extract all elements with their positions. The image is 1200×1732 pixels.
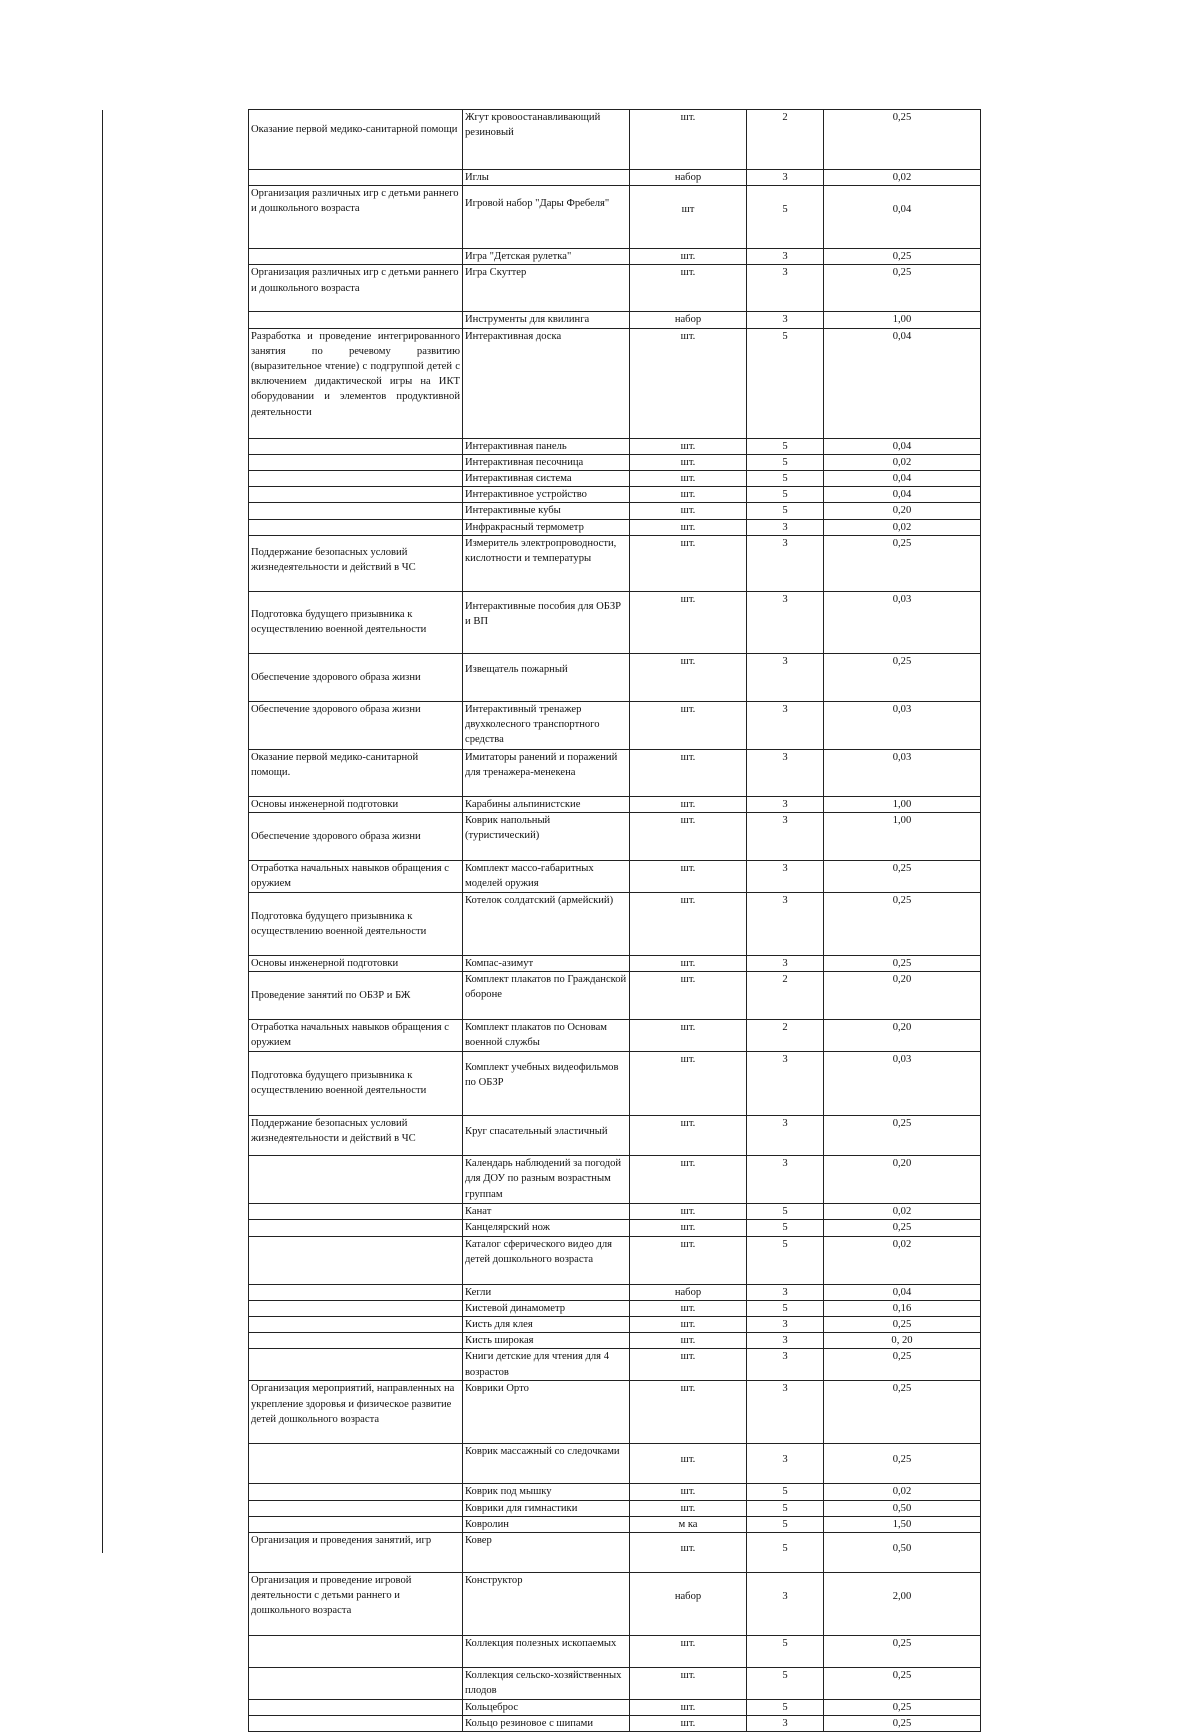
unit-cell: шт.	[630, 956, 747, 972]
quantity-cell: 5	[747, 1636, 824, 1668]
table-row	[249, 1700, 981, 1716]
table-row	[249, 861, 981, 893]
unit-cell: шт.	[630, 1204, 747, 1220]
unit-cell: шт.	[630, 1484, 747, 1500]
activity-cell: Отработка начальных навыков обращения с оружием	[249, 861, 463, 893]
coefficient-cell: 2,00	[824, 1573, 981, 1636]
coefficient-cell: 1,00	[824, 312, 981, 328]
activity-cell	[249, 1204, 463, 1220]
activity-cell	[249, 1636, 463, 1668]
quantity-cell: 3	[747, 701, 824, 749]
activity-cell	[249, 1700, 463, 1716]
equipment-name-cell: Коврик напольный (туристический)	[463, 813, 630, 861]
equipment-name-cell: Кисть для клея	[463, 1317, 630, 1333]
quantity-cell: 3	[747, 535, 824, 591]
quantity-cell: 5	[747, 1668, 824, 1700]
equipment-name-cell: Интерактивная система	[463, 471, 630, 487]
equipment-name-cell: Кисть широкая	[463, 1333, 630, 1349]
equipment-name-cell: Интерактивные кубы	[463, 503, 630, 519]
unit-cell: шт.	[630, 1700, 747, 1716]
coefficient-cell: 0,03	[824, 701, 981, 749]
activity-cell	[249, 1333, 463, 1349]
table-row	[249, 956, 981, 972]
equipment-name-cell: Канат	[463, 1204, 630, 1220]
table-row	[249, 1381, 981, 1444]
activity-cell: Основы инженерной подготовки	[249, 796, 463, 812]
table-row	[249, 1668, 981, 1700]
table-row	[249, 893, 981, 956]
unit-cell: шт.	[630, 454, 747, 470]
unit-cell: шт.	[630, 1333, 747, 1349]
coefficient-cell: 0,25	[824, 1636, 981, 1668]
table-row	[249, 487, 981, 503]
coefficient-cell: 0,02	[824, 519, 981, 535]
activity-cell	[249, 1236, 463, 1284]
quantity-cell: 3	[747, 591, 824, 653]
coefficient-cell: 0,25	[824, 1349, 981, 1381]
quantity-cell: 3	[747, 312, 824, 328]
unit-cell: шт.	[630, 861, 747, 893]
quantity-cell: 5	[747, 1236, 824, 1284]
equipment-name-cell: Кистевой динамометр	[463, 1300, 630, 1316]
table-row	[249, 1300, 981, 1316]
activity-cell	[249, 312, 463, 328]
quantity-cell: 3	[747, 749, 824, 796]
quantity-cell: 3	[747, 1716, 824, 1732]
equipment-name-cell: Иглы	[463, 170, 630, 186]
equipment-name-cell: Интерактивные пособия для ОБЗР и ВП	[463, 591, 630, 653]
coefficient-cell: 0,25	[824, 110, 981, 170]
activity-cell	[249, 454, 463, 470]
coefficient-cell: 0,25	[824, 1317, 981, 1333]
coefficient-cell: 0,20	[824, 503, 981, 519]
coefficient-cell: 0,25	[824, 1220, 981, 1236]
table-row	[249, 328, 981, 438]
table-row	[249, 1156, 981, 1204]
quantity-cell: 5	[747, 454, 824, 470]
coefficient-cell: 0,25	[824, 1381, 981, 1444]
unit-cell: набор	[630, 170, 747, 186]
quantity-cell: 5	[747, 186, 824, 249]
unit-cell: шт.	[630, 1636, 747, 1668]
activity-cell: Организация мероприятий, направленных на укрепление здоровья и физическое развитие детей дошкольного возраста	[249, 1381, 463, 1444]
quantity-cell: 5	[747, 1204, 824, 1220]
equipment-name-cell: Интерактивное устройство	[463, 487, 630, 503]
quantity-cell: 5	[747, 438, 824, 454]
table-row	[249, 454, 981, 470]
equipment-name-cell: Интерактивный тренажер двухколесного транспортного средства	[463, 701, 630, 749]
table-row	[249, 265, 981, 312]
activity-cell	[249, 1284, 463, 1300]
equipment-name-cell: Канцелярский нож	[463, 1220, 630, 1236]
quantity-cell: 3	[747, 1444, 824, 1484]
unit-cell: шт.	[630, 893, 747, 956]
activity-cell: Основы инженерной подготовки	[249, 956, 463, 972]
activity-cell: Поддержание безопасных условий жизнедеятельности и действий в ЧС	[249, 1116, 463, 1156]
activity-cell	[249, 1156, 463, 1204]
unit-cell: шт.	[630, 438, 747, 454]
activity-cell	[249, 1500, 463, 1516]
table-row	[249, 1636, 981, 1668]
equipment-name-cell: Игра Скуттер	[463, 265, 630, 312]
activity-cell: Поддержание безопасных условий жизнедеятельности и действий в ЧС	[249, 535, 463, 591]
activity-cell: Организация различных игр с детьми раннего и дошкольного возраста	[249, 186, 463, 249]
unit-cell: шт.	[630, 249, 747, 265]
equipment-name-cell: Каталог сферического видео для детей дошкольного возраста	[463, 1236, 630, 1284]
equipment-name-cell: Жгут кровоостанавливающий резиновый	[463, 110, 630, 170]
activity-cell: Проведение занятий по ОБЗР и БЖ	[249, 972, 463, 1020]
coefficient-cell: 0,16	[824, 1300, 981, 1316]
unit-cell: шт.	[630, 1533, 747, 1573]
unit-cell: шт.	[630, 1236, 747, 1284]
quantity-cell: 3	[747, 956, 824, 972]
quantity-cell: 3	[747, 1573, 824, 1636]
table-row	[249, 1020, 981, 1052]
quantity-cell: 3	[747, 653, 824, 701]
activity-cell	[249, 519, 463, 535]
table-row	[249, 1573, 981, 1636]
table-row	[249, 1317, 981, 1333]
equipment-name-cell: Имитаторы ранений и поражений для тренажера-менекена	[463, 749, 630, 796]
quantity-cell: 5	[747, 1300, 824, 1316]
unit-cell: шт.	[630, 1020, 747, 1052]
table-row	[249, 438, 981, 454]
table-row	[249, 749, 981, 796]
quantity-cell: 5	[747, 1500, 824, 1516]
coefficient-cell: 0,25	[824, 653, 981, 701]
unit-cell: шт.	[630, 1116, 747, 1156]
equipment-name-cell: Ковер	[463, 1533, 630, 1573]
unit-cell: шт.	[630, 972, 747, 1020]
equipment-name-cell: Компас-азимут	[463, 956, 630, 972]
unit-cell: шт.	[630, 653, 747, 701]
equipment-name-cell: Измеритель электропроводности, кислотности и температуры	[463, 535, 630, 591]
coefficient-cell: 0,25	[824, 249, 981, 265]
unit-cell: шт.	[630, 701, 747, 749]
unit-cell: шт.	[630, 1381, 747, 1444]
coefficient-cell: 0,04	[824, 1284, 981, 1300]
activity-cell	[249, 170, 463, 186]
activity-cell: Оказание первой медико-санитарной помощи.	[249, 749, 463, 796]
coefficient-cell: 0,02	[824, 1236, 981, 1284]
inventory-table	[248, 109, 981, 1732]
quantity-cell: 3	[747, 796, 824, 812]
equipment-name-cell: Интерактивная панель	[463, 438, 630, 454]
quantity-cell: 5	[747, 1516, 824, 1532]
equipment-name-cell: Интерактивная песочница	[463, 454, 630, 470]
table-row	[249, 1716, 981, 1732]
activity-cell: Разработка и проведение интегрированного занятия по речевому развитию (выразительное чтение) с подгруппой детей с включением дидактической игры на ИКТ оборудовании и элементов продуктивной деятельности	[249, 328, 463, 438]
coefficient-cell: 0,25	[824, 1116, 981, 1156]
quantity-cell: 5	[747, 1533, 824, 1573]
coefficient-cell: 0,25	[824, 893, 981, 956]
equipment-name-cell: Коврики Орто	[463, 1381, 630, 1444]
unit-cell: шт.	[630, 1349, 747, 1381]
table-row	[249, 1284, 981, 1300]
quantity-cell: 5	[747, 503, 824, 519]
coefficient-cell: 0,25	[824, 1668, 981, 1700]
quantity-cell: 3	[747, 1116, 824, 1156]
activity-cell	[249, 1484, 463, 1500]
unit-cell: шт.	[630, 535, 747, 591]
left-margin-rule	[102, 110, 103, 1553]
equipment-name-cell: Коврики для гимнастики	[463, 1500, 630, 1516]
coefficient-cell: 0,25	[824, 1444, 981, 1484]
equipment-name-cell: Кольцеброс	[463, 1700, 630, 1716]
coefficient-cell: 0,20	[824, 1020, 981, 1052]
quantity-cell: 3	[747, 1284, 824, 1300]
quantity-cell: 3	[747, 265, 824, 312]
table-row	[249, 1220, 981, 1236]
table-row	[249, 1236, 981, 1284]
table-row	[249, 503, 981, 519]
equipment-name-cell: Комплект учебных видеофильмов по ОБЗР	[463, 1052, 630, 1116]
coefficient-cell: 0,03	[824, 591, 981, 653]
activity-cell: Подготовка будущего призывника к осуществлению военной деятельности	[249, 893, 463, 956]
table-row	[249, 1516, 981, 1532]
unit-cell: шт.	[630, 1156, 747, 1204]
quantity-cell: 3	[747, 861, 824, 893]
table-row	[249, 1333, 981, 1349]
table-row	[249, 1052, 981, 1116]
quantity-cell: 3	[747, 1349, 824, 1381]
table-row	[249, 312, 981, 328]
table-row	[249, 471, 981, 487]
table-row	[249, 110, 981, 170]
unit-cell: шт	[630, 186, 747, 249]
coefficient-cell: 0,25	[824, 535, 981, 591]
equipment-name-cell: Карабины альпинистские	[463, 796, 630, 812]
equipment-name-cell: Коллекция полезных ископаемых	[463, 1636, 630, 1668]
activity-cell	[249, 503, 463, 519]
unit-cell: шт.	[630, 591, 747, 653]
quantity-cell: 3	[747, 893, 824, 956]
coefficient-cell: 0,04	[824, 487, 981, 503]
equipment-name-cell: Комплект плакатов по Гражданской обороне	[463, 972, 630, 1020]
activity-cell	[249, 438, 463, 454]
quantity-cell: 3	[747, 170, 824, 186]
unit-cell: м ка	[630, 1516, 747, 1532]
unit-cell: шт.	[630, 110, 747, 170]
quantity-cell: 2	[747, 110, 824, 170]
activity-cell	[249, 249, 463, 265]
table-row	[249, 701, 981, 749]
coefficient-cell: 0,03	[824, 1052, 981, 1116]
table-row	[249, 591, 981, 653]
unit-cell: шт.	[630, 265, 747, 312]
coefficient-cell: 1,00	[824, 796, 981, 812]
unit-cell: шт.	[630, 813, 747, 861]
coefficient-cell: 0,02	[824, 170, 981, 186]
quantity-cell: 3	[747, 1381, 824, 1444]
equipment-name-cell: Коврик массажный со следочками	[463, 1444, 630, 1484]
table-row	[249, 1204, 981, 1220]
coefficient-cell: 0,50	[824, 1500, 981, 1516]
table-row	[249, 1533, 981, 1573]
quantity-cell: 5	[747, 1220, 824, 1236]
coefficient-cell: 0,20	[824, 972, 981, 1020]
activity-cell: Отработка начальных навыков обращения с оружием	[249, 1020, 463, 1052]
coefficient-cell: 0,04	[824, 328, 981, 438]
activity-cell: Организация различных игр с детьми раннего и дошкольного возраста	[249, 265, 463, 312]
unit-cell: шт.	[630, 471, 747, 487]
equipment-name-cell: Котелок солдатский (армейский)	[463, 893, 630, 956]
unit-cell: шт.	[630, 503, 747, 519]
activity-cell	[249, 471, 463, 487]
quantity-cell: 5	[747, 328, 824, 438]
equipment-name-cell: Интерактивная доска	[463, 328, 630, 438]
equipment-name-cell: Извещатель пожарный	[463, 653, 630, 701]
unit-cell: шт.	[630, 1668, 747, 1700]
quantity-cell: 2	[747, 972, 824, 1020]
equipment-name-cell: Комплект массо-габаритных моделей оружия	[463, 861, 630, 893]
coefficient-cell: 0,03	[824, 749, 981, 796]
unit-cell: шт.	[630, 796, 747, 812]
coefficient-cell: 0,25	[824, 956, 981, 972]
unit-cell: шт.	[630, 328, 747, 438]
unit-cell: шт.	[630, 1317, 747, 1333]
unit-cell: шт.	[630, 1300, 747, 1316]
equipment-name-cell: Инструменты для квилинга	[463, 312, 630, 328]
activity-cell	[249, 1716, 463, 1732]
activity-cell: Обеспечение здорового образа жизни	[249, 701, 463, 749]
quantity-cell: 5	[747, 471, 824, 487]
activity-cell	[249, 487, 463, 503]
table-row	[249, 1349, 981, 1381]
table-row	[249, 535, 981, 591]
inventory-table-body	[249, 110, 981, 1732]
equipment-name-cell: Игра "Детская рулетка"	[463, 249, 630, 265]
coefficient-cell: 0,04	[824, 438, 981, 454]
quantity-cell: 3	[747, 1317, 824, 1333]
equipment-name-cell: Календарь наблюдений за погодой для ДОУ по разным возрастным группам	[463, 1156, 630, 1204]
unit-cell: шт.	[630, 749, 747, 796]
equipment-name-cell: Коллекция сельско-хозяйственных плодов	[463, 1668, 630, 1700]
coefficient-cell: 0,02	[824, 454, 981, 470]
table-row	[249, 813, 981, 861]
equipment-name-cell: Коврик под мышку	[463, 1484, 630, 1500]
coefficient-cell: 0, 20	[824, 1333, 981, 1349]
unit-cell: шт.	[630, 1052, 747, 1116]
activity-cell	[249, 1317, 463, 1333]
quantity-cell: 3	[747, 813, 824, 861]
coefficient-cell: 0,02	[824, 1484, 981, 1500]
table-row	[249, 1444, 981, 1484]
table-row	[249, 186, 981, 249]
equipment-name-cell: Кольцо резиновое с шипами	[463, 1716, 630, 1732]
activity-cell	[249, 1444, 463, 1484]
equipment-name-cell: Конструктор	[463, 1573, 630, 1636]
unit-cell: шт.	[630, 1444, 747, 1484]
coefficient-cell: 0,25	[824, 1700, 981, 1716]
coefficient-cell: 0,25	[824, 861, 981, 893]
activity-cell: Подготовка будущего призывника к осуществлению военной деятельности	[249, 591, 463, 653]
equipment-name-cell: Инфракрасный термометр	[463, 519, 630, 535]
unit-cell: набор	[630, 312, 747, 328]
coefficient-cell: 1,00	[824, 813, 981, 861]
coefficient-cell: 0,02	[824, 1204, 981, 1220]
unit-cell: шт.	[630, 519, 747, 535]
unit-cell: набор	[630, 1284, 747, 1300]
table-row	[249, 972, 981, 1020]
table-row	[249, 249, 981, 265]
quantity-cell: 3	[747, 249, 824, 265]
coefficient-cell: 0,04	[824, 186, 981, 249]
activity-cell: Обеспечение здорового образа жизни	[249, 653, 463, 701]
coefficient-cell: 0,25	[824, 1716, 981, 1732]
quantity-cell: 3	[747, 1052, 824, 1116]
coefficient-cell: 1,50	[824, 1516, 981, 1532]
activity-cell: Оказание первой медико-санитарной помощи	[249, 110, 463, 170]
activity-cell	[249, 1220, 463, 1236]
quantity-cell: 3	[747, 519, 824, 535]
unit-cell: шт.	[630, 487, 747, 503]
quantity-cell: 5	[747, 1484, 824, 1500]
activity-cell: Подготовка будущего призывника к осуществлению военной деятельности	[249, 1052, 463, 1116]
coefficient-cell: 0,25	[824, 265, 981, 312]
activity-cell: Обеспечение здорового образа жизни	[249, 813, 463, 861]
table-row	[249, 796, 981, 812]
activity-cell	[249, 1668, 463, 1700]
table-row	[249, 653, 981, 701]
coefficient-cell: 0,04	[824, 471, 981, 487]
table-row	[249, 1500, 981, 1516]
quantity-cell: 3	[747, 1333, 824, 1349]
activity-cell: Организация и проведения занятий, игр	[249, 1533, 463, 1573]
equipment-name-cell: Игровой набор "Дары Фребеля"	[463, 186, 630, 249]
quantity-cell: 5	[747, 1700, 824, 1716]
table-row	[249, 1484, 981, 1500]
equipment-name-cell: Комплект плакатов по Основам военной службы	[463, 1020, 630, 1052]
table-row	[249, 1116, 981, 1156]
table-row	[249, 519, 981, 535]
unit-cell: шт.	[630, 1500, 747, 1516]
equipment-name-cell: Ковролин	[463, 1516, 630, 1532]
coefficient-cell: 0,50	[824, 1533, 981, 1573]
unit-cell: набор	[630, 1573, 747, 1636]
activity-cell	[249, 1349, 463, 1381]
equipment-name-cell: Кегли	[463, 1284, 630, 1300]
activity-cell	[249, 1516, 463, 1532]
table-row	[249, 170, 981, 186]
quantity-cell: 3	[747, 1156, 824, 1204]
quantity-cell: 2	[747, 1020, 824, 1052]
quantity-cell: 5	[747, 487, 824, 503]
coefficient-cell: 0,20	[824, 1156, 981, 1204]
unit-cell: шт.	[630, 1716, 747, 1732]
equipment-name-cell: Круг спасательный эластичный	[463, 1116, 630, 1156]
activity-cell	[249, 1300, 463, 1316]
unit-cell: шт.	[630, 1220, 747, 1236]
activity-cell: Организация и проведение игровой деятельности с детьми раннего и дошкольного возраста	[249, 1573, 463, 1636]
equipment-name-cell: Книги детские для чтения для 4 возрастов	[463, 1349, 630, 1381]
